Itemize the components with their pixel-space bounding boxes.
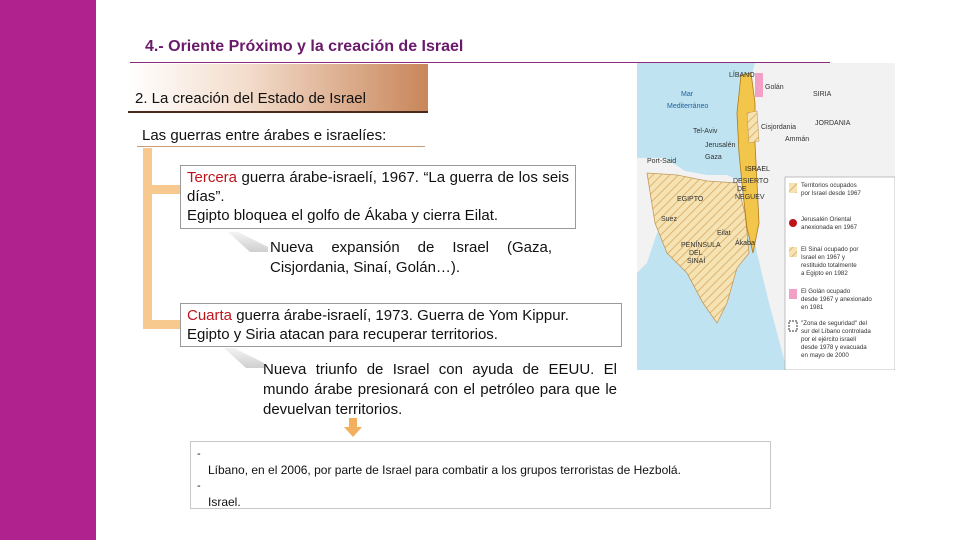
legend-text: "Zona de seguridad" del (801, 320, 867, 327)
legend-swatch-jerusalem (789, 219, 797, 227)
legend-text: por Israel desde 1967 (801, 190, 861, 197)
map-label-libano: LÍBANO (729, 72, 755, 79)
bullet: - (197, 448, 201, 460)
map-label-cisjordania: Cisjordania (761, 124, 797, 131)
bullet: - (197, 480, 201, 492)
map-label-mar: Mar (681, 91, 694, 98)
map-label-suez: Suez (661, 216, 677, 223)
map-label-jerusalen: Jerusalén (705, 142, 736, 149)
invasion-lebanon-text: Líbano, en el 2006, por parte de Israel para combatir a los grupos terroristas de Hezbolá. (208, 463, 681, 477)
map-label-siria: SIRIA (813, 91, 832, 98)
map-label-jordania: JORDANIA (815, 120, 851, 127)
legend-swatch-golan (789, 289, 797, 299)
legend-swatch-occupied (789, 183, 797, 193)
map-label-amman: Ammán (785, 136, 810, 143)
war-description: guerra árabe-israelí, 1967. “La guerra de los seis días”. (187, 169, 569, 205)
map-label-telaviv: Tel-Aviv (693, 128, 718, 135)
map-label-del: DEL (689, 250, 703, 257)
war-keyword: Tercera (187, 169, 238, 186)
war-description: guerra árabe-israelí, 1973. Guerra de Yom Kippur. (232, 307, 569, 324)
war-box-third (180, 165, 576, 229)
legend-swatch-security-zone (789, 321, 797, 331)
legend-text: Jerusalén Oriental (801, 216, 852, 223)
map-label-sinai: SINAÍ (687, 258, 706, 265)
legend-text: restituido totalmente (801, 262, 857, 269)
subheading-divider (137, 146, 425, 147)
legend-text: por el ejército israelí (801, 336, 857, 343)
map-label-akaba: Ákaba (735, 240, 755, 247)
legend-text: en 1981 (801, 304, 824, 311)
result-pointer-2 (224, 348, 264, 368)
legend-text: en mayo de 2000 (801, 352, 849, 359)
down-arrow-icon (344, 418, 362, 438)
invasions-box (190, 441, 771, 509)
legend-text: El Sinaí ocupado por (801, 246, 859, 253)
legend-text: a Egipto en 1982 (801, 270, 848, 277)
map-label-peninsula: PENÍNSULA (681, 242, 721, 249)
section-underline (128, 111, 428, 113)
map-label-golan: Golán (765, 84, 784, 91)
israel-territories-map (637, 63, 895, 370)
legend-text: El Golán ocupado (801, 288, 851, 295)
section-title: 2. La creación del Estado de Israel (135, 90, 366, 107)
legend-text: desde 1967 y anexionado (801, 296, 872, 303)
war-result-third: Nueva expansión de Israel (Gaza, Cisjordania, Sinaí, Golán…). (270, 239, 552, 276)
left-sidebar-band (0, 0, 96, 540)
war-cause: Egipto bloquea el golfo de Ákaba y cierra Eilat. (187, 207, 499, 224)
map-label-eilat: Eilat (717, 230, 731, 237)
map-label-desierto: DESIERTO (733, 178, 769, 185)
map-label-portsaid: Port-Said (647, 158, 677, 165)
war-result-fourth: Nueva triunfo de Israel con ayuda de EEUU. El mundo árabe presionará con el petróleo para que le devuelvan territorios. (263, 361, 617, 418)
legend-swatch-sinai (789, 247, 797, 257)
map-label-israel: ISRAEL (745, 166, 770, 173)
connector-branch-1 (143, 185, 181, 194)
map-label-mediterraneo: Mediterráneo (667, 103, 709, 110)
war-keyword: Cuarta (187, 307, 233, 324)
legend-text: anexionada en 1967 (801, 224, 858, 231)
map-label-de: DE (737, 186, 747, 193)
legend-text: Territorios ocupados (801, 182, 857, 189)
map-label-egipto: EGIPTO (677, 196, 704, 203)
invasion-israel-text: Israel. (208, 495, 241, 509)
map-label-gaza: Gaza (705, 154, 722, 161)
page-title: 4.- Oriente Próximo y la creación de Israel (145, 38, 464, 55)
legend-text: desde 1978 y evacuada (801, 344, 867, 351)
legend-text: Israel en 1967 y (801, 254, 846, 261)
result-pointer-1 (228, 232, 268, 252)
connector-vertical (143, 148, 152, 328)
war-box-fourth (180, 303, 622, 347)
war-cause: Egipto y Siria atacan para recuperar territorios. (187, 326, 498, 343)
cisjordania-area (747, 111, 759, 143)
golan-area (755, 73, 763, 97)
map-label-neguev: NEGUEV (735, 194, 765, 201)
subheading: Las guerras entre árabes e israelíes: (142, 127, 387, 144)
connector-branch-2 (143, 320, 181, 329)
legend-text: sur del Líbano controlada (801, 328, 871, 335)
